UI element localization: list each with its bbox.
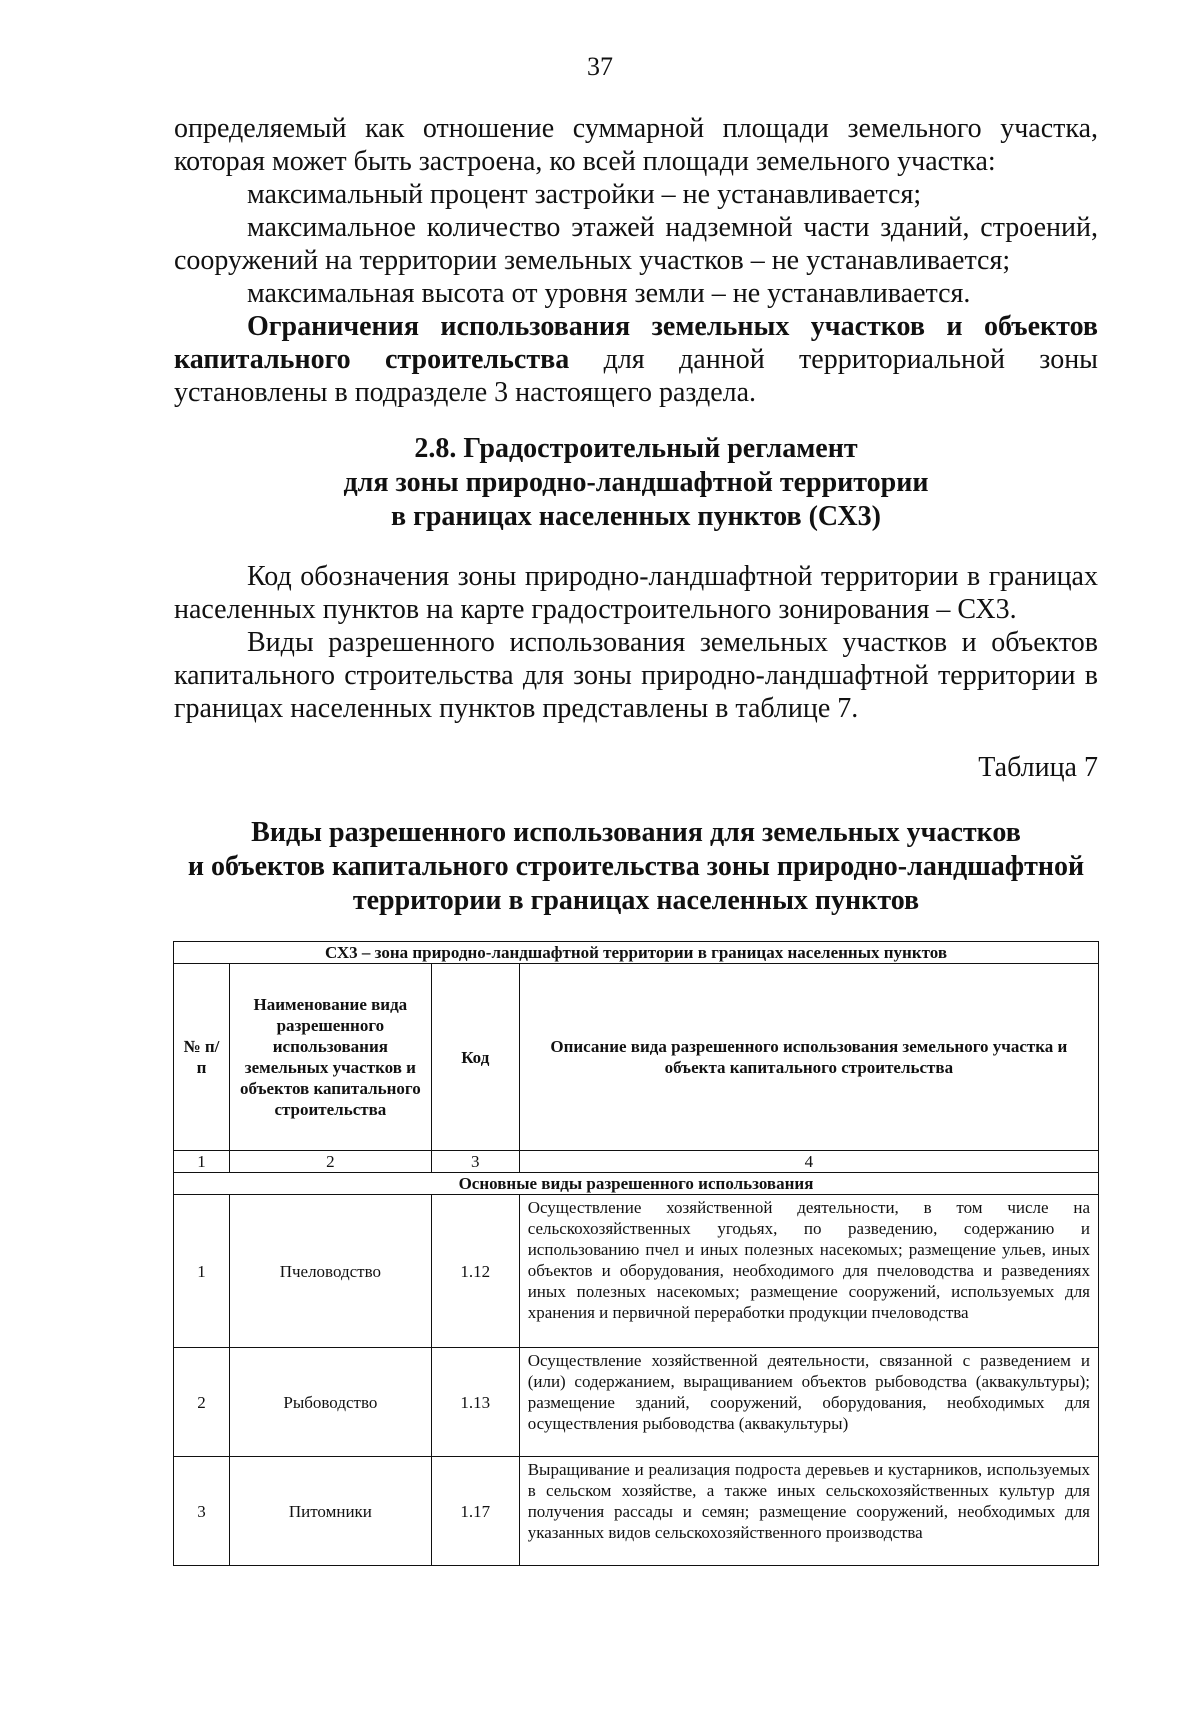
column-number: 1 [174,1151,230,1173]
restrictions-paragraph [174,310,1098,409]
row-code: 1.13 [431,1348,519,1457]
table-title [174,816,1098,918]
table-caption-row [174,942,1099,964]
zone-text [174,560,1098,725]
row-code: 1.12 [431,1195,519,1348]
row-desc: Осуществление хозяйственной деятельности, в том числе на сельскохозяйственных угодьях, по разведению, содержанию и использованию пчел и иных полезных насекомых; размещение ульев, иных объектов и оборудования, необходимого для пчеловодства и разведениях иных полезных насекомых; размещение сооружений, используемых для хранения и первичной переработки продукции пчеловодства [519,1195,1098,1348]
zone-code-paragraph: Код обозначения зоны природно-ландшафтной территории в границах населенных пунктов на карте градостроительного зонирования – СХ3. [174,561,1098,625]
row-desc: Выращивание и реализация подроста деревьев и кустарников, используемых в сельском хозяйстве, а также иных сельскохозяйственных культур для получения рассады и семян; размещение сооружений, необходимых для указанных видов сельскохозяйственного производства [519,1457,1098,1566]
subheader-row [174,1173,1099,1195]
table-row [174,1195,1099,1348]
header-desc: Описание вида разрешенного использования земельного участка и объекта капитального строительства [519,964,1098,1151]
section-title-line: 2.8. Градостроительный регламент [414,433,858,464]
column-number: 3 [431,1151,519,1173]
table-title-line: и объектов капитального строительства зоны природно-ландшафтной [187,851,1085,882]
column-number-row [174,1151,1099,1173]
main-uses-subheader: Основные виды разрешенного использования [174,1173,1099,1195]
row-num: 2 [174,1348,230,1457]
table-label: Таблица 7 [978,752,1098,783]
row-name: Питомники [229,1457,431,1566]
restrictions-bold: Ограничения использования земельных участков и объектов капитального строительства [174,311,1098,375]
zone-uses-paragraph: Виды разрешенного использования земельных участков и объектов капитального строительства для зоны природно-ландшафтной территории в границах населенных пунктов представлены в таблице 7. [174,627,1098,724]
row-num: 3 [174,1457,230,1566]
row-desc: Осуществление хозяйственной деятельности, связанной с разведением и (или) содержанием, выращиванием объектов рыбоводства (аквакультуры); размещение зданий, сооружений, оборудования, необходимых для осуществления рыбоводства (аквакультуры) [519,1348,1098,1457]
section-title-line: в границах населенных пунктов (СХ3) [391,501,881,532]
row-name: Пчеловодство [229,1195,431,1348]
table-caption: СХ3 – зона природно-ландшафтной территории в границах населенных пунктов [174,942,1099,964]
table-header-row [174,964,1099,1151]
section-title [174,432,1098,534]
header-num: № п/п [174,964,230,1151]
max-height: максимальная высота от уровня земли – не устанавливается. [247,278,971,309]
table-row [174,1348,1099,1457]
header-name: Наименование вида разрешенного использования земельных участков и объектов капитального строительства [229,964,431,1151]
column-number: 4 [519,1151,1098,1173]
table-row [174,1457,1099,1566]
permitted-use-table [173,941,1099,1566]
page-number: 37 [587,52,613,81]
header-code: Код [431,964,519,1151]
section-title-line: для зоны природно-ландшафтной территории [343,467,929,498]
max-floors: максимальное количество этажей надземной части зданий, строений, сооружений на территории земельных участков – не устанавливается; [174,212,1098,276]
column-number: 2 [229,1151,431,1173]
row-num: 1 [174,1195,230,1348]
table-title-line: Виды разрешенного использования для земельных участков [251,817,1021,848]
max-build-percent: максимальный процент застройки – не устанавливается; [247,179,922,210]
row-name: Рыбоводство [229,1348,431,1457]
restrictions-rest: для данной территориальной зоны установлены в подразделе 3 настоящего раздела. [174,344,1098,408]
intro-text [174,112,1098,409]
row-code: 1.17 [431,1457,519,1566]
table-title-line: территории в границах населенных пунктов [352,885,920,916]
intro-paragraph: определяемый как отношение суммарной площади земельного участка, которая может быть застроена, ко всей площади земельного участка: [174,113,1098,177]
